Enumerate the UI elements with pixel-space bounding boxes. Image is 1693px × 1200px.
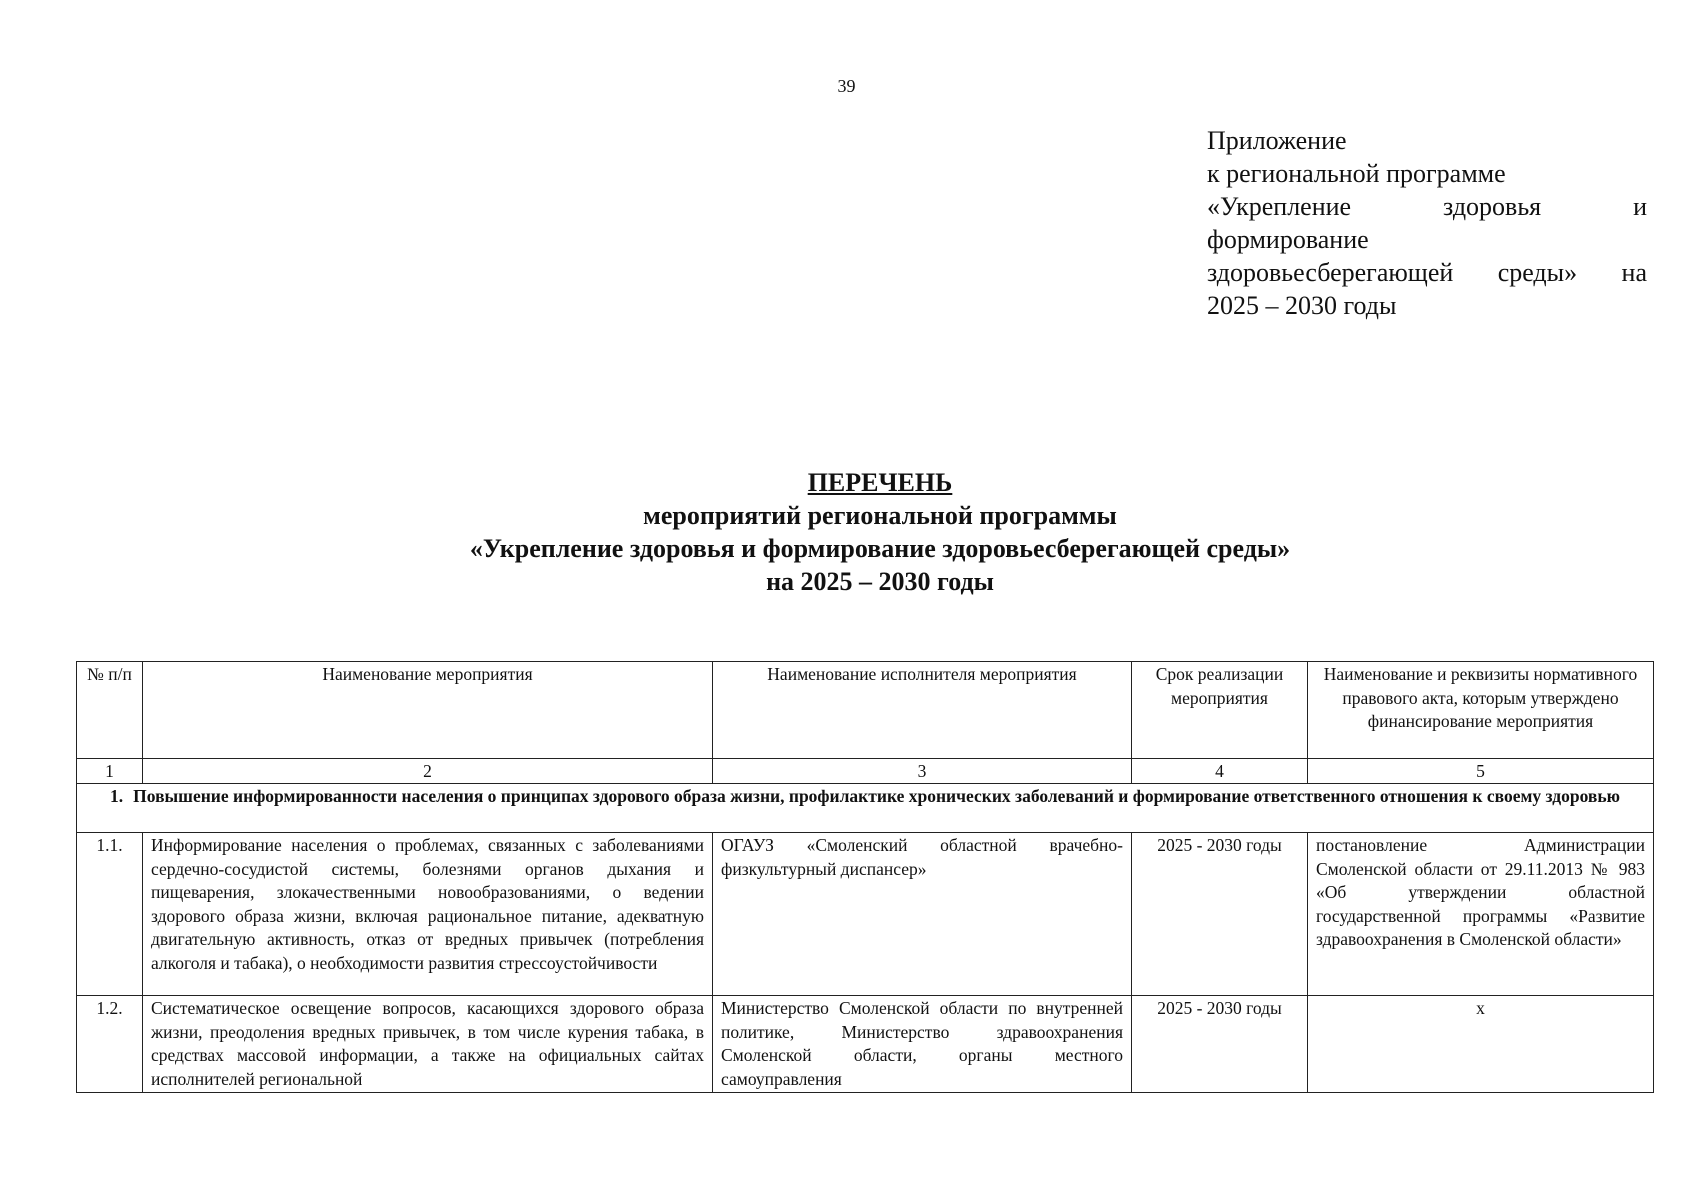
header-cell-num: № п/п [77, 662, 143, 759]
appendix-line [1207, 190, 1647, 223]
column-number: 4 [1132, 759, 1308, 784]
row-term: 2025 - 2030 годы [1132, 833, 1308, 996]
header-cell-act: Наименование и реквизиты нормативного правового акта, которым утверждено финансирование мероприятия [1308, 662, 1654, 759]
appendix-word: и [1633, 192, 1647, 221]
measures-table [76, 661, 1654, 1093]
row-executor: Министерство Смоленской области по внутренней политике, Министерство здравоохранения Смоленской области, органы местного самоуправления [713, 996, 1132, 1093]
table-row [77, 833, 1654, 996]
header-cell-term: Срок реализации мероприятия [1132, 662, 1308, 759]
appendix-line: Приложение [1207, 126, 1347, 155]
row-measure-name: Систематическое освещение вопросов, касающихся здорового образа жизни, преодоления вредных привычек, в том числе курения табака, в средствах массовой информации, а также на официальных сайтах исполнителей региональной [143, 996, 713, 1093]
title-line: «Укрепление здоровья и формирование здоровьесберегающей среды» [469, 534, 1291, 563]
section-row [77, 784, 1654, 833]
appendix-word: здоровьесберегающей [1207, 258, 1454, 287]
column-number: 5 [1308, 759, 1654, 784]
row-executor: ОГАУЗ «Смоленский областной врачебно-физкультурный диспансер» [713, 833, 1132, 996]
header-cell-name: Наименование мероприятия [143, 662, 713, 759]
appendix-word: здоровья [1443, 192, 1542, 221]
section-number: 1. [110, 786, 124, 806]
page-number: 39 [837, 76, 856, 96]
column-number: 1 [77, 759, 143, 784]
title-line: на 2025 – 2030 годы [766, 567, 994, 596]
appendix-word: «Укрепление [1207, 192, 1352, 221]
row-number: 1.2. [77, 996, 143, 1093]
section-title: Повышение информированности населения о принципах здорового образа жизни, профилактике хронических заболеваний и формирование ответственного отношения к своему здоровью [133, 786, 1620, 806]
document-title [0, 466, 1693, 598]
column-number-row [77, 759, 1654, 784]
appendix-note [1207, 124, 1647, 322]
appendix-word: среды» [1497, 258, 1578, 287]
title-line: ПЕРЕЧЕНЬ [807, 468, 953, 497]
row-number: 1.1. [77, 833, 143, 996]
column-number: 3 [713, 759, 1132, 784]
appendix-line: 2025 – 2030 годы [1207, 291, 1397, 320]
table-row [77, 996, 1654, 1093]
appendix-line: к региональной программе [1207, 159, 1506, 188]
column-number: 2 [143, 759, 713, 784]
appendix-word: на [1621, 258, 1647, 287]
appendix-line [1207, 256, 1647, 289]
title-line: мероприятий региональной программы [643, 501, 1117, 530]
header-cell-executor: Наименование исполнителя мероприятия [713, 662, 1132, 759]
row-measure-name: Информирование населения о проблемах, связанных с заболеваниями сердечно-сосудистой системы, болезнями органов дыхания и пищеварения, злокачественными новообразованиями, о ведении здорового образа жизни, включая рациональное питание, адекватную двигательную активность, отказ от вредных привычек (потребления алкоголя и табака), о необходимости развития стрессоустойчивости [143, 833, 713, 996]
appendix-line: формирование [1207, 225, 1369, 254]
table-header-row [77, 662, 1654, 759]
row-term: 2025 - 2030 годы [1132, 996, 1308, 1093]
section-cell [77, 784, 1654, 833]
row-legal-act: постановление Администрации Смоленской области от 29.11.2013 № 983 «Об утверждении областной государственной программы «Развитие здравоохранения в Смоленской области» [1308, 833, 1654, 996]
row-legal-act: х [1308, 996, 1654, 1093]
